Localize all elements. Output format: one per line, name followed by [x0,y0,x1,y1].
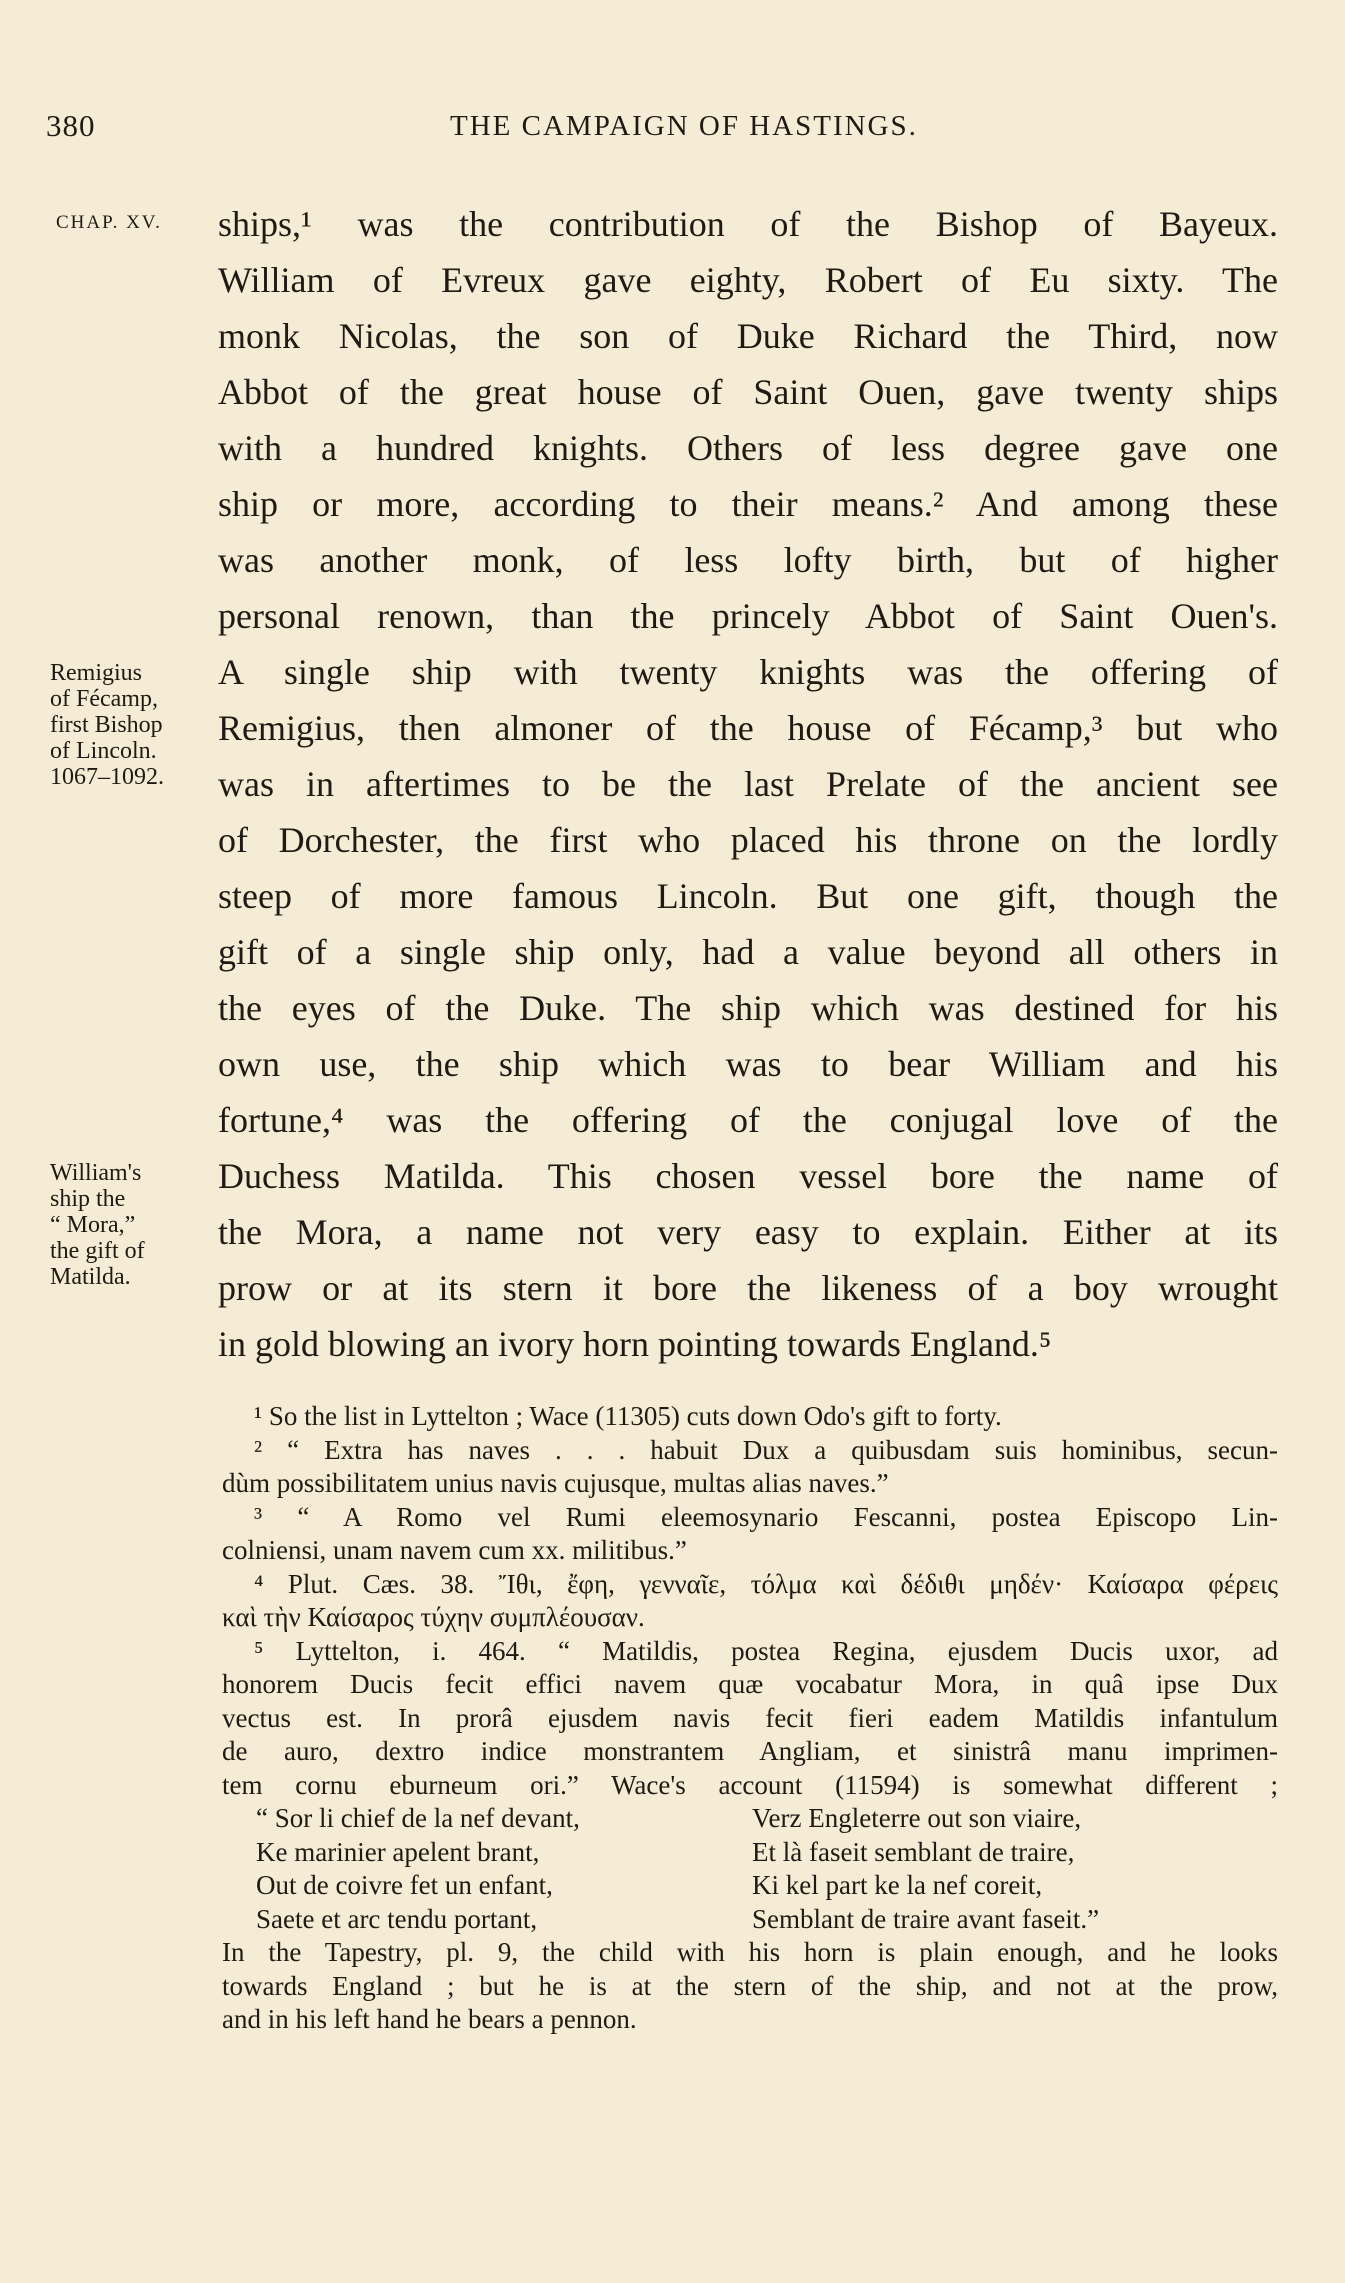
footnote-line: In the Tapestry, pl. 9, the child with his horn is plain enough, and he looks [222,1937,1278,1967]
footnote-line: καὶ τὴν Καίσαρος τύχην συμπλέουσαν. [222,1602,645,1632]
verse-right: Semblant de traire avant faseit.” [752,1903,1100,1934]
running-head: THE CAMPAIGN OF HASTINGS. [450,110,918,142]
footnote-line: ² “ Extra has naves . . . habuit Dux a quibusdam suis hominibus, secun- [254,1434,1278,1465]
body-line: steep of more famous Lincoln. But one gift, though the [218,876,1278,916]
verse-row [256,1903,1278,1937]
footnote-line: ⁴ Plut. Cæs. 38. Ἴθι, ἔφη, γενναῖε, τόλμα καὶ δέδιθι μηδέν· Καίσαρα φέρεις [254,1568,1278,1599]
footnote-line: ⁵ Lyttelton, i. 464. “ Matildis, postea Regina, ejusdem Ducis uxor, ad [254,1635,1278,1666]
verse-right: Verz Engleterre out son viaire, [752,1803,1082,1833]
verse-left: Out de coivre fet un enfant, [256,1870,553,1900]
verse-left: Saete et arc tendu portant, [256,1903,538,1934]
footnote-line: and in his left hand he bears a pennon. [222,2004,637,2034]
body-line: prow or at its stern it bore the likeness of a boy wrought [218,1268,1278,1308]
body-line: the Mora, a name not very easy to explain. Either at its [218,1212,1278,1252]
sidenote-line: “ Mora,” [50,1212,136,1238]
body-line: ship or more, according to their means.² And among these [218,484,1278,524]
body-line: the eyes of the Duke. The ship which was destined for his [218,988,1278,1028]
chapter-label: CHAP. XV. [56,212,162,233]
sidenote [50,660,164,790]
body-line: gift of a single ship only, had a value beyond all others in [218,932,1278,972]
sidenote-line: first Bishop [50,712,163,738]
footnote-line: vectus est. In prorâ ejusdem navis fecit fieri eadem Matildis infantulum [222,1702,1278,1733]
footnote-line: honorem Ducis fecit effici navem quæ vocabatur Mora, in quâ ipse Dux [222,1669,1278,1699]
footnote-line: dùm possibilitatem unius navis cujusque, multas alias naves.” [222,1468,889,1498]
verse-left: “ Sor li chief de la nef devant, [256,1803,580,1833]
sidenote-line: of Fécamp, [50,686,158,712]
verse-left: Ke marinier apelent brant, [256,1836,540,1867]
footnote-line: ³ “ A Romo vel Rumi eleemosynario Fescanni, postea Episcopo Lin- [254,1501,1278,1532]
body-line: was another monk, of less lofty birth, but of higher [218,540,1278,580]
sidenote-line: Remigius [50,660,143,686]
verse-right: Ki kel part ke la nef coreit, [752,1870,1043,1900]
body-line: fortune,⁴ was the offering of the conjugal love of the [218,1100,1278,1140]
verse-right: Et là faseit semblant de traire, [752,1836,1075,1867]
body-line: A single ship with twenty knights was the offering of [218,652,1278,692]
body-line: was in aftertimes to be the last Prelate of the ancient see [218,764,1278,804]
footnotes [222,1400,1278,2037]
body-line: monk Nicolas, the son of Duke Richard the Third, now [218,316,1278,356]
body-line: Abbot of the great house of Saint Ouen, gave twenty ships [218,372,1278,412]
sidenote-line: 1067–1092. [50,764,164,790]
verse-quote [222,1802,1278,1936]
body-line: Duchess Matilda. This chosen vessel bore the name of [218,1156,1278,1196]
sidenote-line: William's [50,1160,142,1186]
sidenote-line: of Lincoln. [50,738,157,764]
body-line: Remigius, then almoner of the house of Fécamp,³ but who [218,708,1278,748]
body-line: with a hundred knights. Others of less degree gave one [218,428,1278,468]
footnote-line: ¹ So the list in Lyttelton ; Wace (11305) cuts down Odo's gift to forty. [254,1401,1002,1431]
body-line: in gold blowing an ivory horn pointing towards England.⁵ [218,1324,1052,1364]
sidenote [50,1160,145,1290]
body-text [218,196,1278,1372]
footnote-line: de auro, dextro indice monstrantem Angliam, et sinistrâ manu imprimen- [222,1736,1278,1766]
footnote-line: towards England ; but he is at the stern of the ship, and not at the prow, [222,1970,1278,2001]
verse-row [256,1802,1278,1836]
body-line: of Dorchester, the first who placed his throne on the lordly [218,820,1278,860]
sidenote-line: ship the [50,1186,126,1212]
sidenote-line: Matilda. [50,1264,131,1290]
body-line: ships,¹ was the contribution of the Bishop of Bayeux. [218,204,1278,244]
sidenote-line: the gift of [50,1238,145,1264]
body-line: personal renown, than the princely Abbot of Saint Ouen's. [218,596,1278,636]
footnote-line: colniensi, unam navem cum xx. militibus.” [222,1535,687,1565]
footnote-line: tem cornu eburneum ori.” Wace's account (11594) is somewhat different ; [222,1769,1278,1800]
verse-row [256,1869,1278,1903]
body-line: William of Evreux gave eighty, Robert of Eu sixty. The [218,260,1278,300]
page-number: 380 [46,108,96,143]
verse-row [256,1836,1278,1870]
body-line: own use, the ship which was to bear William and his [218,1044,1278,1084]
